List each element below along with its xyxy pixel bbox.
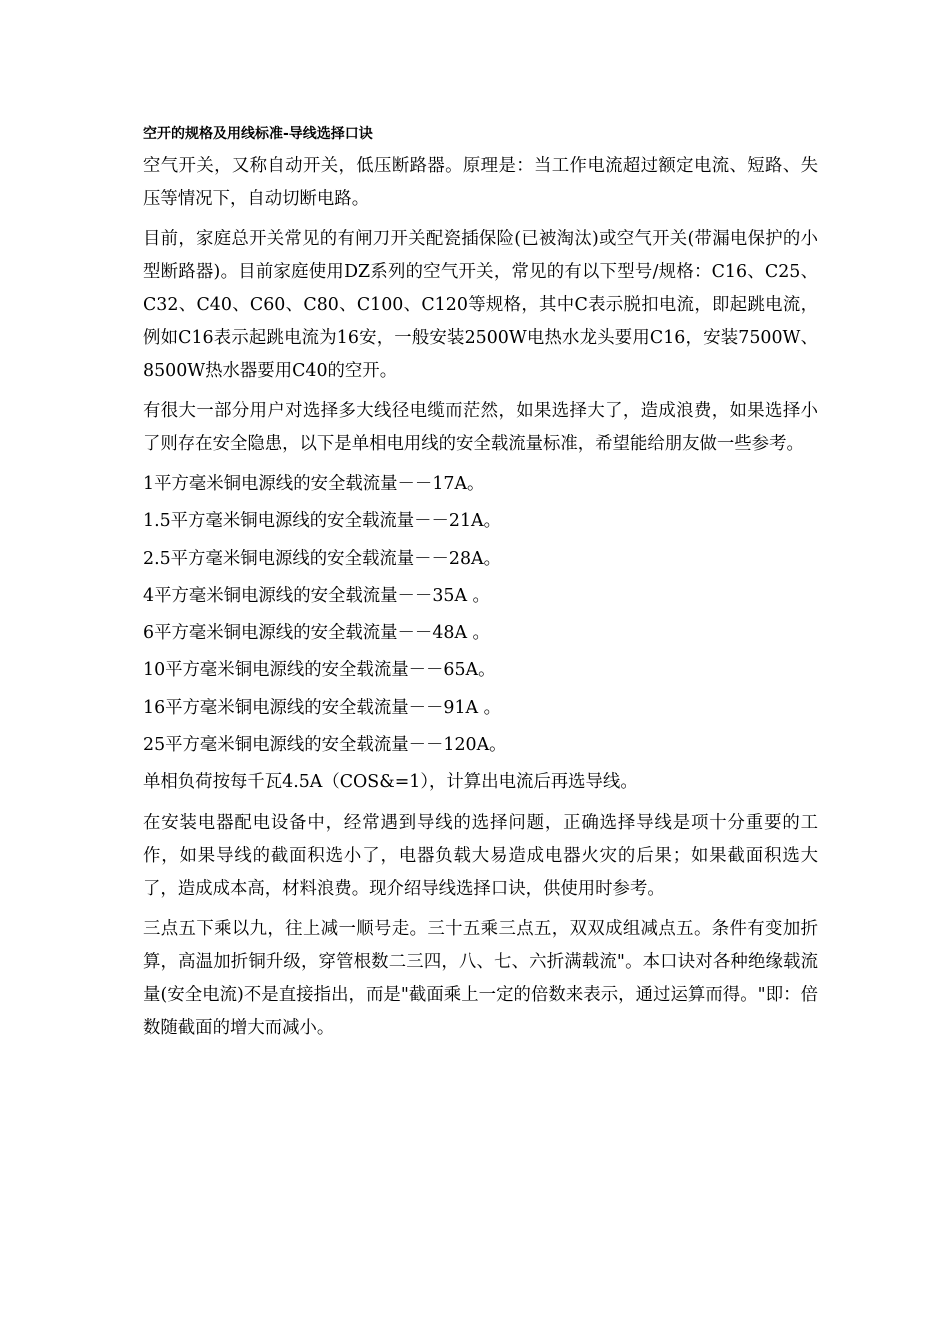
household-switch-paragraph: 目前，家庭总开关常见的有闸刀开关配瓷插保险(已被淘汰)或空气开关(带漏电保护的小型断路器)。目前家庭使用DZ系列的空气开关，常见的有以下型号/规格：C16、C25、C32、C40、C60、C80、C100、C120等规格，其中C表示脱扣电流，即起跳电流，例如C16表示起跳电流为16安，一般安装2500W电热水龙头要用C16，安装7500W、8500W热水器要用C40的空开。: [143, 229, 818, 381]
current-rating-item: 6平方毫米铜电源线的安全载流量－－48A 。: [143, 623, 490, 644]
document-page: [143, 124, 818, 1052]
current-rating-item: 1.5平方毫米铜电源线的安全载流量－－21A。: [143, 511, 501, 532]
load-rule-paragraph: 单相负荷按每千瓦4.5A（COS&=1），计算出电流后再选导线。: [143, 772, 638, 793]
current-rating-list: [143, 468, 818, 762]
current-rating-item: 4平方毫米铜电源线的安全载流量－－35A 。: [143, 585, 490, 606]
current-rating-item: 1平方毫米铜电源线的安全载流量－－17A。: [143, 474, 485, 494]
paragraph-spacer: [143, 799, 818, 807]
intro-paragraph: 空气开关，又称自动开关，低压断路器。原理是：当工作电流超过额定电流、短路、失压等情况下，自动切断电路。: [143, 156, 818, 209]
wire-selection-paragraph: 在安装电器配电设备中，经常遇到导线的选择问题，正确选择导线是项十分重要的工作，如果导线的截面积选小了，电器负载大易造成电器火灾的后果；如果截面积选大了，造成成本高，材料浪费。现介绍导线选择口诀，供使用时参考。: [143, 813, 818, 900]
current-rating-item: 2.5平方毫米铜电源线的安全载流量－－28A。: [143, 548, 501, 569]
document-title: 空开的规格及用线标准-导线选择口诀: [143, 126, 373, 142]
current-rating-item: 25平方毫米铜电源线的安全载流量－－120A。: [143, 735, 507, 756]
mnemonic-paragraph: 三点五下乘以九，往上减一顺号走。三十五乘三点五，双双成组减点五。条件有变加折算，高温加折铜升级，穿管根数二三四，八、七、六折满载流"。本口诀对各种绝缘载流量(安全电流)不是直接指出，而是"截面乘上一定的倍数来表示，通过运算而得。"即：倍数随截面的增大而减小。: [143, 919, 818, 1039]
current-rating-item: 16平方毫米铜电源线的安全载流量－－91A 。: [143, 697, 501, 718]
user-guidance-paragraph: 有很大一部分用户对选择多大线径电缆而茫然，如果选择大了，造成浪费，如果选择小了则存在安全隐患，以下是单相电用线的安全载流量标准，希望能给朋友做一些参考。: [143, 401, 818, 454]
current-rating-item: 10平方毫米铜电源线的安全载流量－－65A。: [143, 660, 496, 681]
